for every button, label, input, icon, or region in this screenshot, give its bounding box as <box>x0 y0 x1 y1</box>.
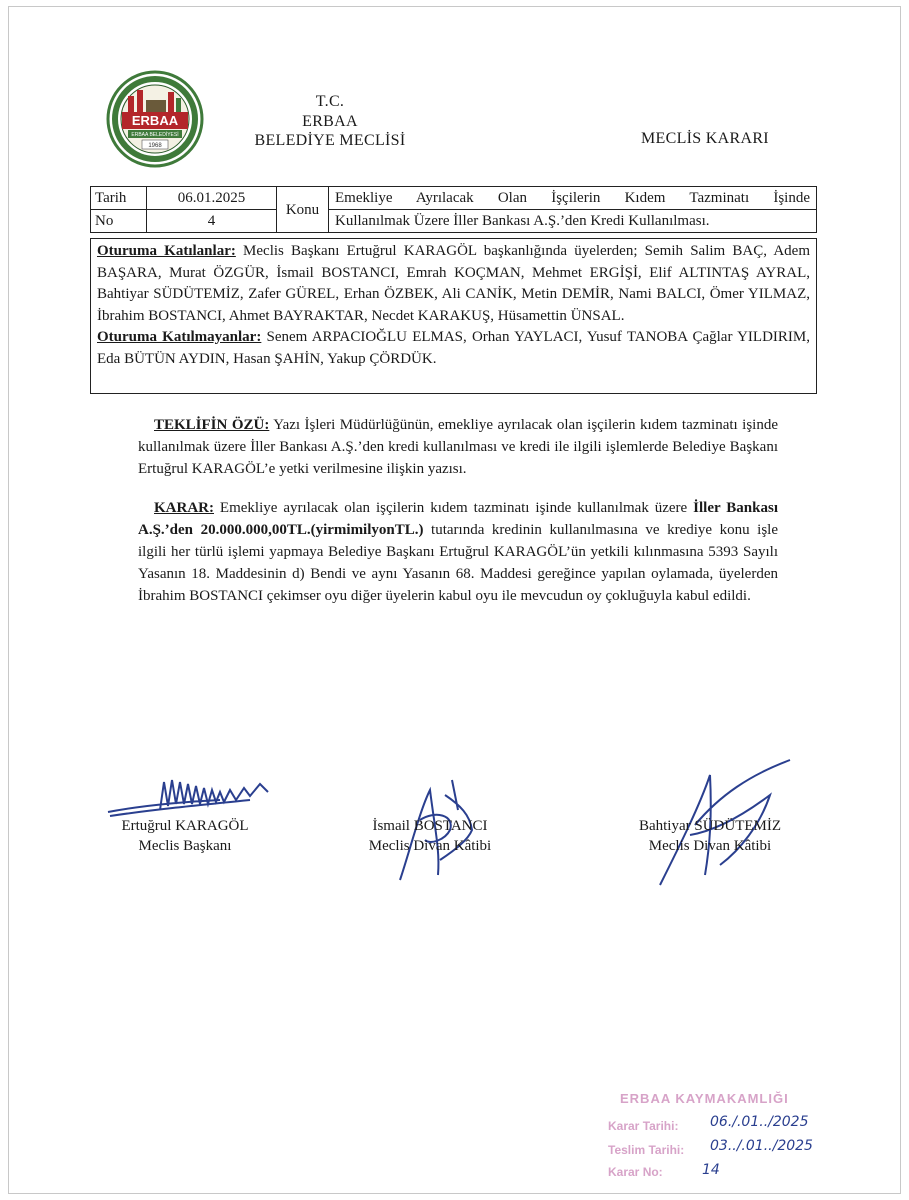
proposal-paragraph <box>138 414 778 480</box>
stamp-decision-date-value: 06./.01../2025 <box>710 1114 809 1130</box>
decision-meta-table <box>90 186 817 233</box>
proposal-text: Yazı İşleri Müdürlüğünün, emekliye ayrılacak olan işçilerin kıdem tazminatı işinde kullanılmak üzere İller Bankası A.Ş.’den kredi kullanılması ve kredi ile ilgili işlemlerde Belediye Başkanı Ertuğrul KARAGÖL’e yetki verilmesine ilişkin yazısı. <box>138 417 778 477</box>
attendance-box <box>90 238 817 394</box>
logo-year: 1968 <box>148 143 162 149</box>
date-value: 06.01.2025 <box>147 187 277 210</box>
present-label: Oturuma Katılanlar: <box>97 243 236 259</box>
signature-block-3 <box>610 816 810 856</box>
stamp-number-row <box>608 1165 663 1179</box>
present-list: Meclis Başkanı Ertuğrul KARAGÖL başkanlığında üyelerden; Semih Salim BAÇ, Adem BAŞARA, Murat ÖZGÜR, İsmail BOSTANCI, Emrah KOÇMAN, Mehmet ERGİŞİ, Elif ALTINTAŞ AYRAL, Bahtiyar SÜDÜTEMİZ, Zafer GÜREL, Erhan ÖZBEK, Ali CANİK, Metin DEMİR, Nami BALCI, Ömer YILMAZ, İbrahim BOSTANCI, Ahmet BAYRAKTAR, Necdet KARAKUŞ, Hüsamettin ÜNSAL. <box>97 243 810 324</box>
decision-label: KARAR: <box>154 500 214 516</box>
stamp-title: ERBAA KAYMAKAMLIĞI <box>620 1091 789 1106</box>
decision-amount: İller Bankası A.Ş.’den 20.000.000,00TL.(yirmimilyonTL.) <box>138 500 778 538</box>
header-tc: T.C. <box>315 93 345 110</box>
document-type-title: MECLİS KARARI <box>641 130 769 147</box>
erbaa-municipality-logo <box>106 70 204 168</box>
stamp-delivery-date-value: 03../.01../2025 <box>710 1138 813 1154</box>
stamp-delivery-date-label: Teslim Tarihi: <box>608 1143 685 1157</box>
signature-block-1 <box>100 816 270 856</box>
absent-label: Oturuma Katılmayanlar: <box>97 329 262 345</box>
signatory-role: Meclis Divan Kâtibi <box>368 838 492 854</box>
signatory-role: Meclis Başkanı <box>138 838 232 854</box>
logo-text: ERBAA <box>131 113 179 128</box>
signatory-name: Ertuğrul KARAGÖL <box>121 818 249 834</box>
absent-list: Senem ARPACIOĞLU ELMAS, Orhan YAYLACI, Yusuf TANOBA Çağlar YILDIRIM, Eda BÜTÜN AYDIN, Hasan ŞAHİN, Yakup ÇÖRDÜK. <box>97 329 810 367</box>
proposal-label: TEKLİFİN ÖZÜ: <box>154 417 270 433</box>
decision-paragraph <box>138 497 778 607</box>
logo-subtext: ERBAA BELEDİYESİ <box>131 132 179 138</box>
signatory-name: İsmail BOSTANCI <box>372 818 488 834</box>
date-label: Tarih <box>91 187 147 210</box>
signature-block-2 <box>345 816 515 856</box>
number-label: No <box>91 210 147 233</box>
stamp-decision-date-label: Karar Tarihi: <box>608 1119 679 1133</box>
header-city: ERBAA <box>302 112 358 130</box>
stamp-delivery-date-row <box>608 1143 684 1157</box>
stamp-number-value: 14 <box>702 1162 720 1178</box>
decision-text-1: Emekliye ayrılacak olan işçilerin kıdem tazminatı işinde kullanılmak üzere <box>214 500 694 516</box>
subject-line-1: Emekliye Ayrılacak Olan İşçilerin Kıdem Tazminatı İşinde <box>329 187 817 210</box>
decision-text-2: tutarında kredinin kullanılmasına ve krediye konu işle ilgili her türlü işlemi yapmaya Belediye Başkanı Ertuğrul KARAGÖL’ün yetkili kılınmasına 5393 Sayılı Yasanın 18. Maddesinin d) Bendi ve aynı Yasanın 68. Maddesi gereğince yapılan oylamada, üyelerden İbrahim BOSTANCI çekimser oyu diğer üyelerin kabul oyu ile mevcudun oy çokluğuyla kabul edildi. <box>138 522 778 604</box>
number-value: 4 <box>147 210 277 233</box>
stamp-decision-date-row <box>608 1119 678 1133</box>
header-council: BELEDİYE MECLİSİ <box>254 132 406 149</box>
signatory-role: Meclis Divan Kâtibi <box>648 838 772 854</box>
governorship-stamp <box>598 1086 858 1190</box>
stamp-number-label: Karar No: <box>608 1165 663 1179</box>
subject-line-2: Kullanılmak Üzere İller Bankası A.Ş.’den Kredi Kullanılması. <box>329 210 817 233</box>
institution-header <box>240 92 420 151</box>
subject-label: Konu <box>277 187 329 233</box>
signatory-name: Bahtiyar SÜDÜTEMİZ <box>638 818 782 834</box>
